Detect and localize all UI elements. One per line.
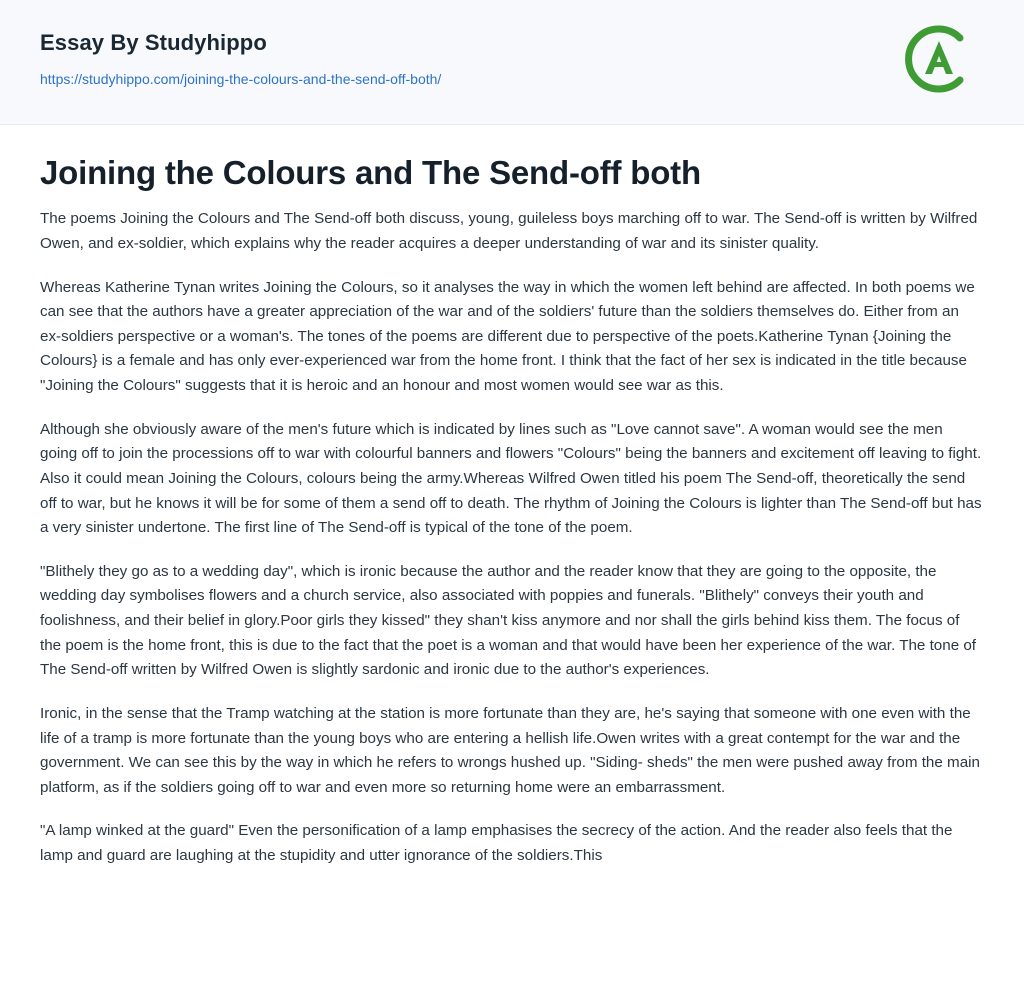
paragraph: Ironic, in the sense that the Tramp watching at the station is more fortunate than they are, he's saying that someone with one even with the life of a tramp is more fortunate than the young boys who are entering a hellish life.Owen writes with a great contempt for the war and the government. We can see this by the way in which he refers to wrongs hushed up. "Siding- sheds" the men were pushed away from the main platform, as if the soldiers going off to war and even more so returning home were an embarrassment. xyxy=(40,704,980,796)
paragraph: Whereas Katherine Tynan writes Joining the Colours, so it analyses the way in which the women left behind are affected. In both poems we can see that the authors have a greater appreciation of the war and of the soldiers' future than the soldiers themselves do. Either from an ex-soldiers perspective or a woman's. The tones of the poems are different due to perspective of the poets.Katherine Tynan {Joining the Colours} is a female and has only ever-experienced war from the home front. I think that the fact of her sex is indicated in the title because "Joining the Colours" suggests that it is heroic and an honour and most women would see war as this. xyxy=(40,278,975,394)
page-header xyxy=(0,0,1024,125)
studyhippo-logo-icon xyxy=(902,22,976,96)
paragraph: Although she obviously aware of the men's future which is indicated by lines such as "Love cannot save". A woman would see the men going off to join the processions off to war with colourful banners and flowers "Colours" being the banners and excitement off leaving to fight. Also it could mean Joining the Colours, colours being the army.Whereas Wilfred Owen titled his poem The Send-off, theoretically the send off to war, but he knows it will be for some of them a send off to death. The rhythm of Joining the Colours is lighter than The Send-off but has a very sinister undertone. The first line of The Send-off is typical of the tone of the poem. xyxy=(40,420,982,537)
paragraph: "Blithely they go as to a wedding day", which is ironic because the author and the reader know that they are going to the opposite, the wedding day symbolises flowers and a church service, also associated with poppies and funerals. "Blithely" conveys their youth and foolishness, and their belief in glory.Poor girls they kissed" they shan't kiss anymore and nor shall the girls behind kiss them. The focus of the poem is the home front, this is due to the fact that the poet is a woman and that would have been her experience of the war. The tone of The Send-off written by Wilfred Owen is slightly sardonic and ironic due to the author's experiences. xyxy=(40,562,977,679)
brand-prefix: Essay By xyxy=(40,30,145,55)
page-title: Joining the Colours and The Send-off both xyxy=(40,154,701,191)
brand-name: Studyhippo xyxy=(144,30,267,55)
source-url-link[interactable]: https://studyhippo.com/joining-the-colours-and-the-send-off-both/ xyxy=(40,71,442,88)
brand-title xyxy=(40,30,984,56)
paragraph: "A lamp winked at the guard" Even the personification of a lamp emphasises the secrecy of the action. And the reader also feels that the lamp and guard are laughing at the stupidity and utter ignorance of the soldiers.This xyxy=(40,822,953,864)
article-body xyxy=(0,125,1024,889)
paragraph: The poems Joining the Colours and The Send-off both discuss, young, guileless boys marching off to war. The Send-off is written by Wilfred Owen, and ex-soldier, which explains why the reader acquires a deeper understanding of war and its sinister quality. xyxy=(40,210,978,252)
